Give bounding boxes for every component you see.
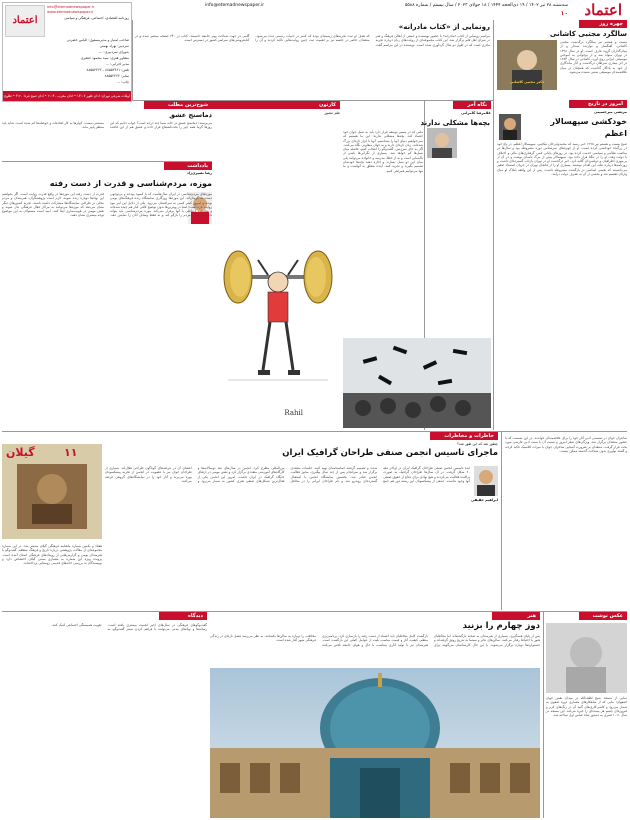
cartoon-signature: Rahil [284, 409, 303, 417]
graphic-author-portrait [474, 466, 498, 496]
graphic-section [105, 432, 498, 610]
essay-body: موزه‌های مردم‌شناسی در ایران سال‌هاست که با کمبود بودجه و بی‌توجهی دست به گریبان‌اند. این موزه‌ها روزگاری نمایشگاه زنده فرهنگ‌های بومی بودند و امروز کمتر کسی به سراغشان می‌رود. یکی از دلایل این امر نبود روایت تازه است؛ اشیا در ویترین‌ها بدون توضیح کافی کنار هم چیده شده‌اند و مخاطب ارتباطی با آنها برقرار نمی‌کند. موزه مردم‌شناسی باید بتواند داستان زندگی مردم را بازگو کند و نه فقط وسایل آنان را نمایش دهد. قدرت از دست رفته این موزه‌ها در واقع قدرت روایت است. اگر بخواهیم این نهادها دوباره زنده شوند، لازم است پژوهشگران، هنرمندان و مردم محلی در طراحی نمایشگاه‌ها مشارکت داشته باشند. تجربه کشورهای دیگر نشان می‌دهد که موزه‌ها می‌توانند به مراکز فعال فرهنگی بدل شوند و نقش مهمی در هویت‌سازی ایفا کنند. امید است مسئولان به این موضوع توجه بیشتری نشان دهند. [2, 192, 212, 218]
opinion-author: غلامرضا کامرانی [461, 111, 491, 115]
author-portrait [499, 114, 521, 140]
book-launch-section [135, 20, 490, 100]
site-email[interactable]: info@etemadnewspaper.ir [47, 5, 95, 9]
topic-label: دیدگاه [159, 612, 207, 620]
history-label: امروز در تاریخ [569, 100, 627, 108]
mini-logo: اعتماد [12, 15, 38, 26]
history-author: مرتضی میرحسینی [594, 110, 627, 114]
graphic-author: ابراهیم حقیقی [471, 498, 498, 502]
book-launch-title: رونمایی از «کتاب مادرانه» [398, 23, 490, 31]
staff-line: سردبیر: بهزاد بهمنی [99, 44, 129, 48]
art-title: دوز چهارم را بزنید [462, 621, 540, 631]
topic-section [2, 612, 207, 818]
graphic-label: خاطرات و مخاطرات [430, 432, 498, 440]
art-section [210, 612, 540, 818]
magazine-cover [2, 444, 102, 539]
art-label: هنر [492, 612, 540, 620]
pamphlet-title: دماسنج عشق [169, 111, 212, 119]
email-link[interactable]: info@etemadnewspaper.ir [205, 3, 265, 8]
opinion-author-photo [427, 128, 457, 158]
mini-logo-box [5, 5, 45, 37]
today-face-body: بیست و هشتم تیر سالگرد درگذشت مجتبی کاشانی، آهنگساز و نوازنده سه‌تار و از بنیان‌گذاران گروه عارف است. او در سال ۱۳۲۸ در تهران متولد شد و از نوجوانی به آموختن موسیقی ایرانی روی آورد. کاشانی در سال ۱۳۸۴ در اثر بیماری سرطان درگذشت و آثار ماندگاری از خود به یادگار گذاشت که همچنان در میان علاقه‌مندان موسیقی سنتی شنیده می‌شود. [560, 40, 627, 75]
today-face-title: سالگرد مجتبی کاشانی [549, 30, 627, 38]
dateline: سه‌شنبه ۲۸ تیر ۱۴۰۲ / ۱۹ ذی‌الحجه ۱۴۴۴ / ۱۸ جولای ۲۰۲۳ / سال بیستم / شماره ۵۵۸۸ [404, 3, 568, 8]
essay-section [2, 162, 212, 430]
photo-note-label: عکس نوشت [579, 612, 627, 620]
poets-section [505, 432, 627, 610]
today-face-label: چهره روز [579, 20, 627, 28]
photo-note-image [546, 623, 627, 693]
essay-author: رضا نصیری‌زاد [186, 171, 212, 175]
graphic-author-photo [474, 466, 498, 496]
poets-body: شاعران جوان در نشستی ادبی آثار خود را برای علاقه‌مندان خواندند. در این نشست که با حضور منتقدان برگزار شد، ویژگی‌های شعر امروز و نسبت آن با سنت ادبی فارسی مورد بحث قرار گرفت. منتقدان بر ضرورت آشنایی شاعران جوان با میراث کلاسیک تاکید کردند و گفتند نوآوری بدون شناخت گذشته ممکن نیست. [505, 436, 627, 453]
site-url[interactable]: www.etemadnewspaper.ir [47, 10, 94, 14]
graphic-title: ماجرای تاسیس انجمن صنفی طراحان گرافیک ایران [282, 448, 498, 458]
site-tagline: روزنامه اقتصادی، اجتماعی، فرهنگی و سیاسی [64, 16, 129, 20]
graphic-body: ایده تاسیس انجمن صنفی طراحان گرافیک ایران در اواخر دهه ۶۰ شکل گرفت. در آن سال‌ها طراحان گرافیک به صورت پراکنده فعالیت می‌کردند و هیچ نهادی برای دفاع از حقوق صنفی آنها وجود نداشت. جمعی از پیشکسوتان این رشته دور هم جمع شدند و تصمیم گرفتند اساسنامه‌ای تهیه کنند. جلسات متعددی برگزار شد و سرانجام پس از چند سال پیگیری، مجوز فعالیت انجمن صادر شد. نخستین نمایشگاه انجمن با استقبال گسترده‌ای روبه‌رو شد و نام طراحان ایرانی را در محافل بین‌المللی مطرح کرد. انجمن در سال‌های بعد دوسالانه‌ها و کارگاه‌های آموزشی متعددی برگزار کرد و نقش مهمی در ارتقای جایگاه گرافیک در ایران داشت. امروز این انجمن یکی از فعال‌ترین تشکل‌های صنفی هنری کشور به شمار می‌رود و اعضای آن در عرصه‌های گوناگون طراحی فعال‌اند. بسیاری از طراحان جوان نیز با عضویت در انجمن از تجربه پیشکسوتان بهره می‌برند و آثار خود را در نمایشگاه‌های گروهی عرضه می‌کنند. [105, 466, 470, 483]
rule [501, 432, 502, 610]
pamphlet-body: می‌پرسند: دماسنج عشق در خانه شما چند درجه است؟ جواب دادیم که این روزها گرما همه چیز را تحت‌الشعاع قرار داده و عشق هم از این قاعده مستثنی نیست. کولرها به کار افتاده‌اند و حوصله‌ها کم شده است. شاید باید منتظر پاییز ماند. [2, 121, 212, 130]
staff-line: شورای سردبیری: ... [98, 50, 129, 54]
essay-label: یادداشت [164, 162, 212, 170]
history-photo [499, 114, 521, 140]
essay-title: موزه، مردم‌شناسی و قدرت از دست رفته [49, 179, 212, 188]
topic-body: گفت‌وگوهای فرهنگی در سال‌های اخیر اهمیت بیشتری یافته است. رسانه‌ها و نهادهای مدنی می‌توانند با فراهم کردن بستر گفت‌وگو، به تقویت همبستگی اجتماعی کمک کنند. [51, 623, 207, 632]
magazine-cover-title: گیلان [6, 446, 35, 459]
photo-note-picture [546, 623, 627, 693]
page-number: ۱۰ [560, 10, 568, 17]
magazine-cover-number: ۱۱ [64, 446, 78, 459]
cartoon-caption: طنز مصور [324, 111, 340, 115]
today-face-photo [497, 40, 557, 90]
history-section [497, 100, 627, 430]
staff-list [5, 37, 129, 89]
staff-line: تلفن: ۸۸۵۵۲۴۶۱ - ۸۸۵۵۲۴۶۲ [86, 68, 129, 72]
graduation-photo [343, 338, 491, 428]
today-face-photo-caption: دکتر مجتبی کاشانی [510, 80, 544, 84]
staff-line: نمابر: ۸۸۵۵۲۴۶۴ [104, 74, 129, 78]
logo: اعتماد [584, 1, 622, 19]
weightlifter-cartoon [218, 220, 338, 428]
rule [132, 20, 133, 100]
opinion-body: ملتی که در مسیر توسعه قرار دارد باید به نسل جوان خود اعتماد کند. بچه‌ها مشکلی ندارند؛ این ما هستیم که نمی‌خواهیم دنیای آنها را بشناسیم. آنها با ابزار تازه‌ای بزرگ شده‌اند، زبان تازه‌ای دارند و به جهان متفاوتی نگاه می‌کنند. اگر به جای سرزنش، گفت‌وگو را انتخاب کنیم، فاصله میان نسل‌ها کم خواهد شد. بسیاری از نگرانی‌ها ناشی از ناآشنایی است و نه از خطا. مدرسه و خانواده می‌توانند پلی میان این دو نسل بسازند و اجازه دهند بچه‌ها خودشان تصمیم بگیرند و تجربه کنند. آینده متعلق به آنهاست و ما تنها می‌توانیم همراهی کنیم. [343, 130, 423, 173]
staff-line: صاحب امتیاز و مدیرمسئول: الیاس حضرتی [66, 38, 129, 42]
mosque-photo [210, 668, 540, 818]
photo-note-body: نمایی از مسجد شیخ لطف‌الله در میدان نقش جهان اصفهان؛ بنایی که از شاهکارهای معماری دوره صفوی به شمار می‌رود و کاشی‌کاری‌های گنبد آن در رنگ‌های کرم و فیروزه‌ای چشم هر بیننده‌ای را خیره می‌کند. این مسجد در سال ۱۰۱۱ قمری به دستور شاه عباس اول ساخته شد. [546, 696, 627, 718]
today-face-section [497, 20, 627, 100]
book-launch-body: مراسم رونمایی از کتاب «مادرانه» با حضور نویسنده و جمعی از اهالی فرهنگ و هنر در سرای اهل قلم برگزار شد. این کتاب مجموعه‌ای از روایت‌های زنان درباره تجربه مادری است که در طول دو سال گردآوری شده است. نویسنده در این مراسم گفت که هدف او ثبت تجربه‌های زیسته‌ای بوده که کمتر در ادبیات رسمی دیده می‌شود. منتقدان حاضر در جلسه نیز بر اهمیت ثبت چنین روایت‌هایی تاکید کردند و آن را گامی در جهت شناخت بهتر جامعه دانستند. کتاب در ۲۴۰ صفحه منتشر شده و در کتابفروشی‌های سراسر کشور در دسترس است. [135, 34, 490, 47]
pamphlet-section [2, 101, 212, 161]
opinion-label: نگاه آخر [453, 101, 491, 109]
staff-line: چاپ: ... [116, 80, 129, 84]
columnist-portrait [427, 128, 457, 158]
magazine-section [2, 432, 102, 610]
graduation-caps-photo [343, 338, 491, 428]
rule [493, 20, 494, 430]
staff-line: مشاور هنری: سید محمود جعفری [80, 56, 129, 60]
cartoon-illustration [218, 220, 338, 428]
prayer-times: اوقات شرعی تهران: اذان ظهر ۱۳:۰۷ • اذان مغرب ۲۰:۴۰ • اذان صبح فردا ۴:۲۰ • طلوع آفتاب فردا ۶:۰۵ [3, 91, 131, 101]
history-title: خودکشی سپهسالار اعظم [550, 117, 627, 138]
graphic-kicker: چطور شد که این طور شد؟ [457, 442, 498, 446]
opinion-title: بچه‌ها مشکلی ندارند [420, 119, 490, 127]
photo-note-section [546, 612, 627, 818]
mosque-photograph [210, 668, 540, 818]
art-body: پس از پایان همه‌گیری، بسیاری از هنرمندان به صحنه بازگشته‌اند اما مخاطبان هنوز با احتیاط رفتار می‌کنند. سالن‌های تئاتر و سینما به تدریج رونق گرفته‌اند و جشنواره‌ها دوباره برگزار می‌شوند. با این حال کارشناسان می‌گویند برای بازگشت کامل مخاطبان باید اعتماد از دست رفته را بازسازی کرد. برنامه‌ریزی منظم، کیفیت آثار و قیمت مناسب بلیت از عوامل اصلی این بازگشت است. هنرمندان نیز با تولید آثاری متناسب با حال و هوای جامعه تلاش می‌کنند مخاطب را دوباره به سالن‌ها بکشانند. به نظر می‌رسد فصل تازه‌ای در زندگی فرهنگی شهر آغاز شده است. [210, 634, 540, 647]
rule [543, 612, 544, 818]
staff-box [2, 2, 132, 108]
magazine-body: هفتاد و یکمین شماره ماهنامه فرهنگی گیلان منتشر شد. در این شماره مجموعه‌ای از مقالات پژوهشی درباره تاریخ و فرهنگ منطقه، گفت‌وگو با هنرمندان بومی و گزارش‌هایی از رویدادهای فرهنگی استان آمده است. پرونده ویژه این شماره به معماری سنتی گیلان اختصاص دارد و نویسندگان به بررسی خانه‌های قدیمی روستایی پرداخته‌اند. [2, 544, 102, 566]
cartoon-label: کارتون [207, 101, 340, 109]
history-body: صبح بیست و هشتم تیر ۱۲۹۸ خبر رسید که محمدولی‌خان تنکابنی، سپهسالار اعظم، در باغ خود در زرگنده خودکشی کرده است. او از چهره‌های سرشناس دوره مشروطه بود و سال‌ها در مناصب نظامی و سیاسی خدمت کرده بود. در روزهای پایانی عمر، گرفتاری‌های مالی و اختلاف با دولت وقت او را در تنگنا قرار داده بود. سپهسالار پیش از مرگ نامه‌ای نوشت و در آن از بی‌مهری اطرافیان و دولتمردان گلایه کرد. خبر درگذشت او در تهران بازتاب گسترده‌ای داشت و روزنامه‌ها درباره علت این اقدام نوشتند. بسیاری او را از فاتحان تهران در جریان استبداد صغیر می‌دانستند که نقشی اساسی در بازگشت مشروطه داشت. پس از این واقعه املاک او میان وارثان تقسیم شد و بخشی از آن به تصرف دولت درآمد. [497, 142, 627, 177]
staff-line: مدیر اجرایی: ... [105, 62, 129, 66]
pamphlet-label: شوخ‌ترین مطلب [144, 101, 212, 109]
